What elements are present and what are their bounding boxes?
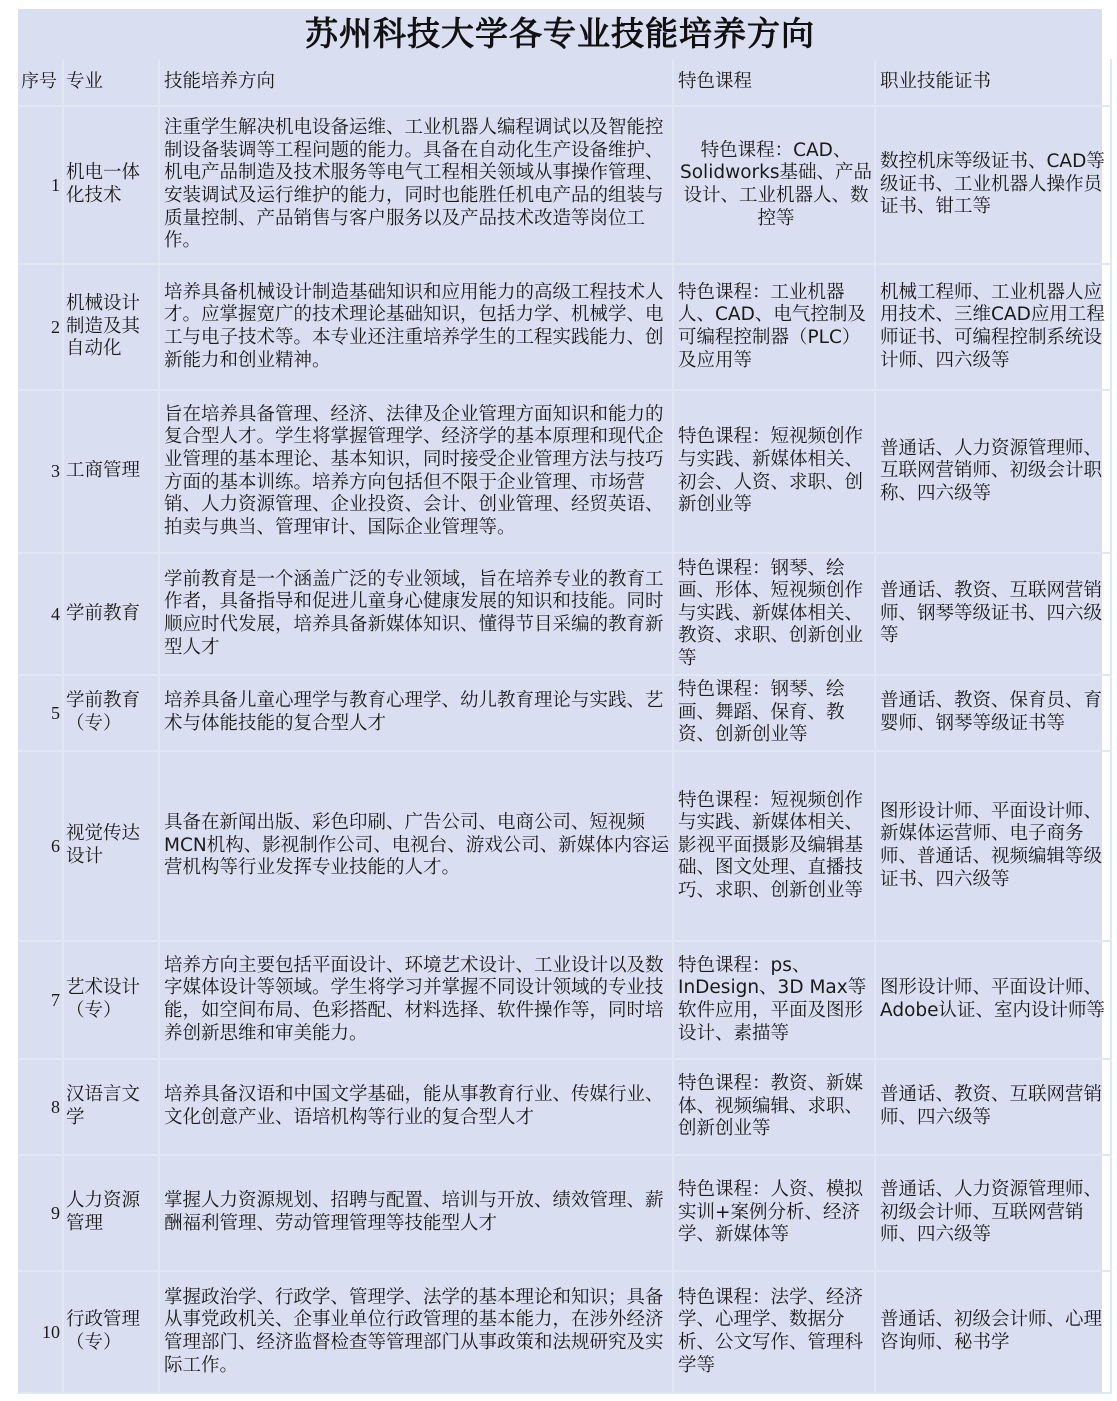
row-courses: 特色课程：钢琴、绘画、舞蹈、保育、教资、创新创业等: [673, 675, 875, 751]
row-no: 8: [18, 1059, 63, 1155]
row-direction: 掌握人力资源规划、招聘与配置、培训与开放、绩效管理、薪酬福利管理、劳动管理管理等技能型人才: [159, 1155, 673, 1271]
row-direction: 掌握政治学、行政学、管理学、法学的基本理论和知识；具备从事党政机关、企事业单位行政管理的基本能力，在涉外经济管理部门、经济监督检查等管理部门从事政策和法规研究及实际工作。: [159, 1271, 673, 1393]
row-direction: 培养具备汉语和中国文学基础，能从事教育行业、传媒行业、文化创意产业、语培机构等行业的复合型人才: [159, 1059, 673, 1155]
row-certificates: 普通话、教资、互联网营销师、四六级等: [875, 1059, 1111, 1155]
row-major: 机电一体化技术: [63, 106, 159, 264]
row-certificates: 机械工程师、工业机器人应用技术、三维CAD应用工程师证书、可编程控制系统设计师、四六级等: [875, 264, 1111, 390]
row-courses: 特色课程：钢琴、绘画、形体、短视频创作与实践、新媒体相关、教资、求职、创新创业等: [673, 553, 875, 675]
row-major: 汉语言文学: [63, 1059, 159, 1155]
row-no: 2: [18, 264, 63, 390]
header-courses: 特色课程: [673, 59, 875, 106]
row-courses: 特色课程：短视频创作与实践、新媒体相关、影视平面摄影及编辑基础、图文处理、直播技巧、求职、创新创业等: [673, 751, 875, 941]
row-certificates: 普通话、教资、互联网营销师、钢琴等级证书、四六级等: [875, 553, 1111, 675]
header-certificates: 职业技能证书: [875, 59, 1111, 106]
row-major: 工商管理: [63, 390, 159, 553]
document-sheet: [18, 9, 1106, 1392]
row-no: 4: [18, 553, 63, 675]
row-certificates: 普通话、人力资源管理师、初级会计师、互联网营销师、四六级等: [875, 1155, 1111, 1271]
row-major: 学前教育（专）: [63, 675, 159, 751]
table-row: [18, 1059, 1111, 1155]
row-direction: 具备在新闻出版、彩色印刷、广告公司、电商公司、短视频MCN机构、影视制作公司、电视台、游戏公司、新媒体内容运营机构等行业发挥专业技能的人才。: [159, 751, 673, 941]
row-courses: 特色课程：CAD、Solidworks基础、产品设计、工业机器人、数控等: [673, 106, 875, 264]
table-header-row: [18, 59, 1111, 106]
row-direction: 培养具备机械设计制造基础知识和应用能力的高级工程技术人才。应掌握宽广的技术理论基础知识，包括力学、机械学、电工与电子技术等。本专业还注重培养学生的工程实践能力、创新能力和创业精神。: [159, 264, 673, 390]
row-courses: 特色课程：ps、InDesign、3D Max等软件应用，平面及图形设计、素描等: [673, 941, 875, 1059]
row-no: 10: [18, 1271, 63, 1393]
row-no: 7: [18, 941, 63, 1059]
row-no: 6: [18, 751, 63, 941]
row-courses: 特色课程：教资、新媒体、视频编辑、求职、创新创业等: [673, 1059, 875, 1155]
row-direction: 旨在培养具备管理、经济、法律及企业管理方面知识和能力的复合型人才。学生将掌握管理学、经济学的基本原理和现代企业管理的基本理论、基本知识，同时接受企业管理方法与技巧方面的基本训练。培养方向包括但不限于企业管理、市场营销、人力资源管理、企业投资、会计、创业管理、经贸英语、拍卖与典当、管理审计、国际企业管理等。: [159, 390, 673, 553]
row-major: 学前教育: [63, 553, 159, 675]
row-no: 1: [18, 106, 63, 264]
row-certificates: 普通话、初级会计师、心理咨询师、秘书学: [875, 1271, 1111, 1393]
row-courses: 特色课程：短视频创作与实践、新媒体相关、初会、人资、求职、创新创业等: [673, 390, 875, 553]
table-row: [18, 1271, 1111, 1393]
row-certificates: 图形设计师、平面设计师、Adobe认证、室内设计师等: [875, 941, 1111, 1059]
row-direction: 学前教育是一个涵盖广泛的专业领域，旨在培养专业的教育工作者，具备指导和促进儿童身心健康发展的知识和技能。同时顺应时代发展，培养具备新媒体知识、懂得节目采编的教育新型人才: [159, 553, 673, 675]
header-direction: 技能培养方向: [159, 59, 673, 106]
row-certificates: 普通话、人力资源管理师、互联网营销师、初级会计职称、四六级等: [875, 390, 1111, 553]
row-major: 机械设计制造及其自动化: [63, 264, 159, 390]
row-major: 人力资源管理: [63, 1155, 159, 1271]
header-no: 序号: [18, 59, 63, 106]
table-row: [18, 106, 1111, 264]
row-certificates: 普通话、教资、保育员、育婴师、钢琴等级证书等: [875, 675, 1111, 751]
row-major: 视觉传达设计: [63, 751, 159, 941]
row-courses: 特色课程：工业机器人、CAD、电气控制及可编程控制器（PLC）及应用等: [673, 264, 875, 390]
header-major: 专业: [63, 59, 159, 106]
row-no: 3: [18, 390, 63, 553]
row-certificates: 数控机床等级证书、CAD等级证书、工业机器人操作员证书、钳工等: [875, 106, 1111, 264]
table-row: [18, 553, 1111, 675]
row-no: 5: [18, 675, 63, 751]
row-direction: 培养方向主要包括平面设计、环境艺术设计、工业设计以及数字媒体设计等领域。学生将学习并掌握不同设计领域的专业技能，如空间布局、色彩搭配、材料选择、软件操作等，同时培养创新思维和审美能力。: [159, 941, 673, 1059]
table-row: [18, 1155, 1111, 1271]
row-courses: 特色课程：法学、经济学、心理学、数据分析、公文写作、管理科学等: [673, 1271, 875, 1393]
row-direction: 培养具备儿童心理学与教育心理学、幼儿教育理论与实践、艺术与体能技能的复合型人才: [159, 675, 673, 751]
row-certificates: 图形设计师、平面设计师、新媒体运营师、电子商务师、普通话、视频编辑等级证书、四六级等: [875, 751, 1111, 941]
table-row: [18, 675, 1111, 751]
table-row: [18, 751, 1111, 941]
row-courses: 特色课程：人资、模拟实训+案例分析、经济学、新媒体等: [673, 1155, 875, 1271]
row-major: 艺术设计（专）: [63, 941, 159, 1059]
row-direction: 注重学生解决机电设备运维、工业机器人编程调试以及智能控制设备装调等工程问题的能力。具备在自动化生产设备维护、机电产品制造及技术服务等电气工程相关领域从事操作管理、安装调试及运行维护的能力，同时也能胜任机电产品的组装与质量控制、产品销售与客户服务以及产品技术改造等岗位工作。: [159, 106, 673, 264]
row-major: 行政管理（专）: [63, 1271, 159, 1393]
table-row: [18, 941, 1111, 1059]
table-row: [18, 264, 1111, 390]
majors-table: [18, 59, 1112, 1394]
row-no: 9: [18, 1155, 63, 1271]
document-title: 苏州科技大学各专业技能培养方向: [305, 14, 815, 53]
table-row: [18, 390, 1111, 553]
